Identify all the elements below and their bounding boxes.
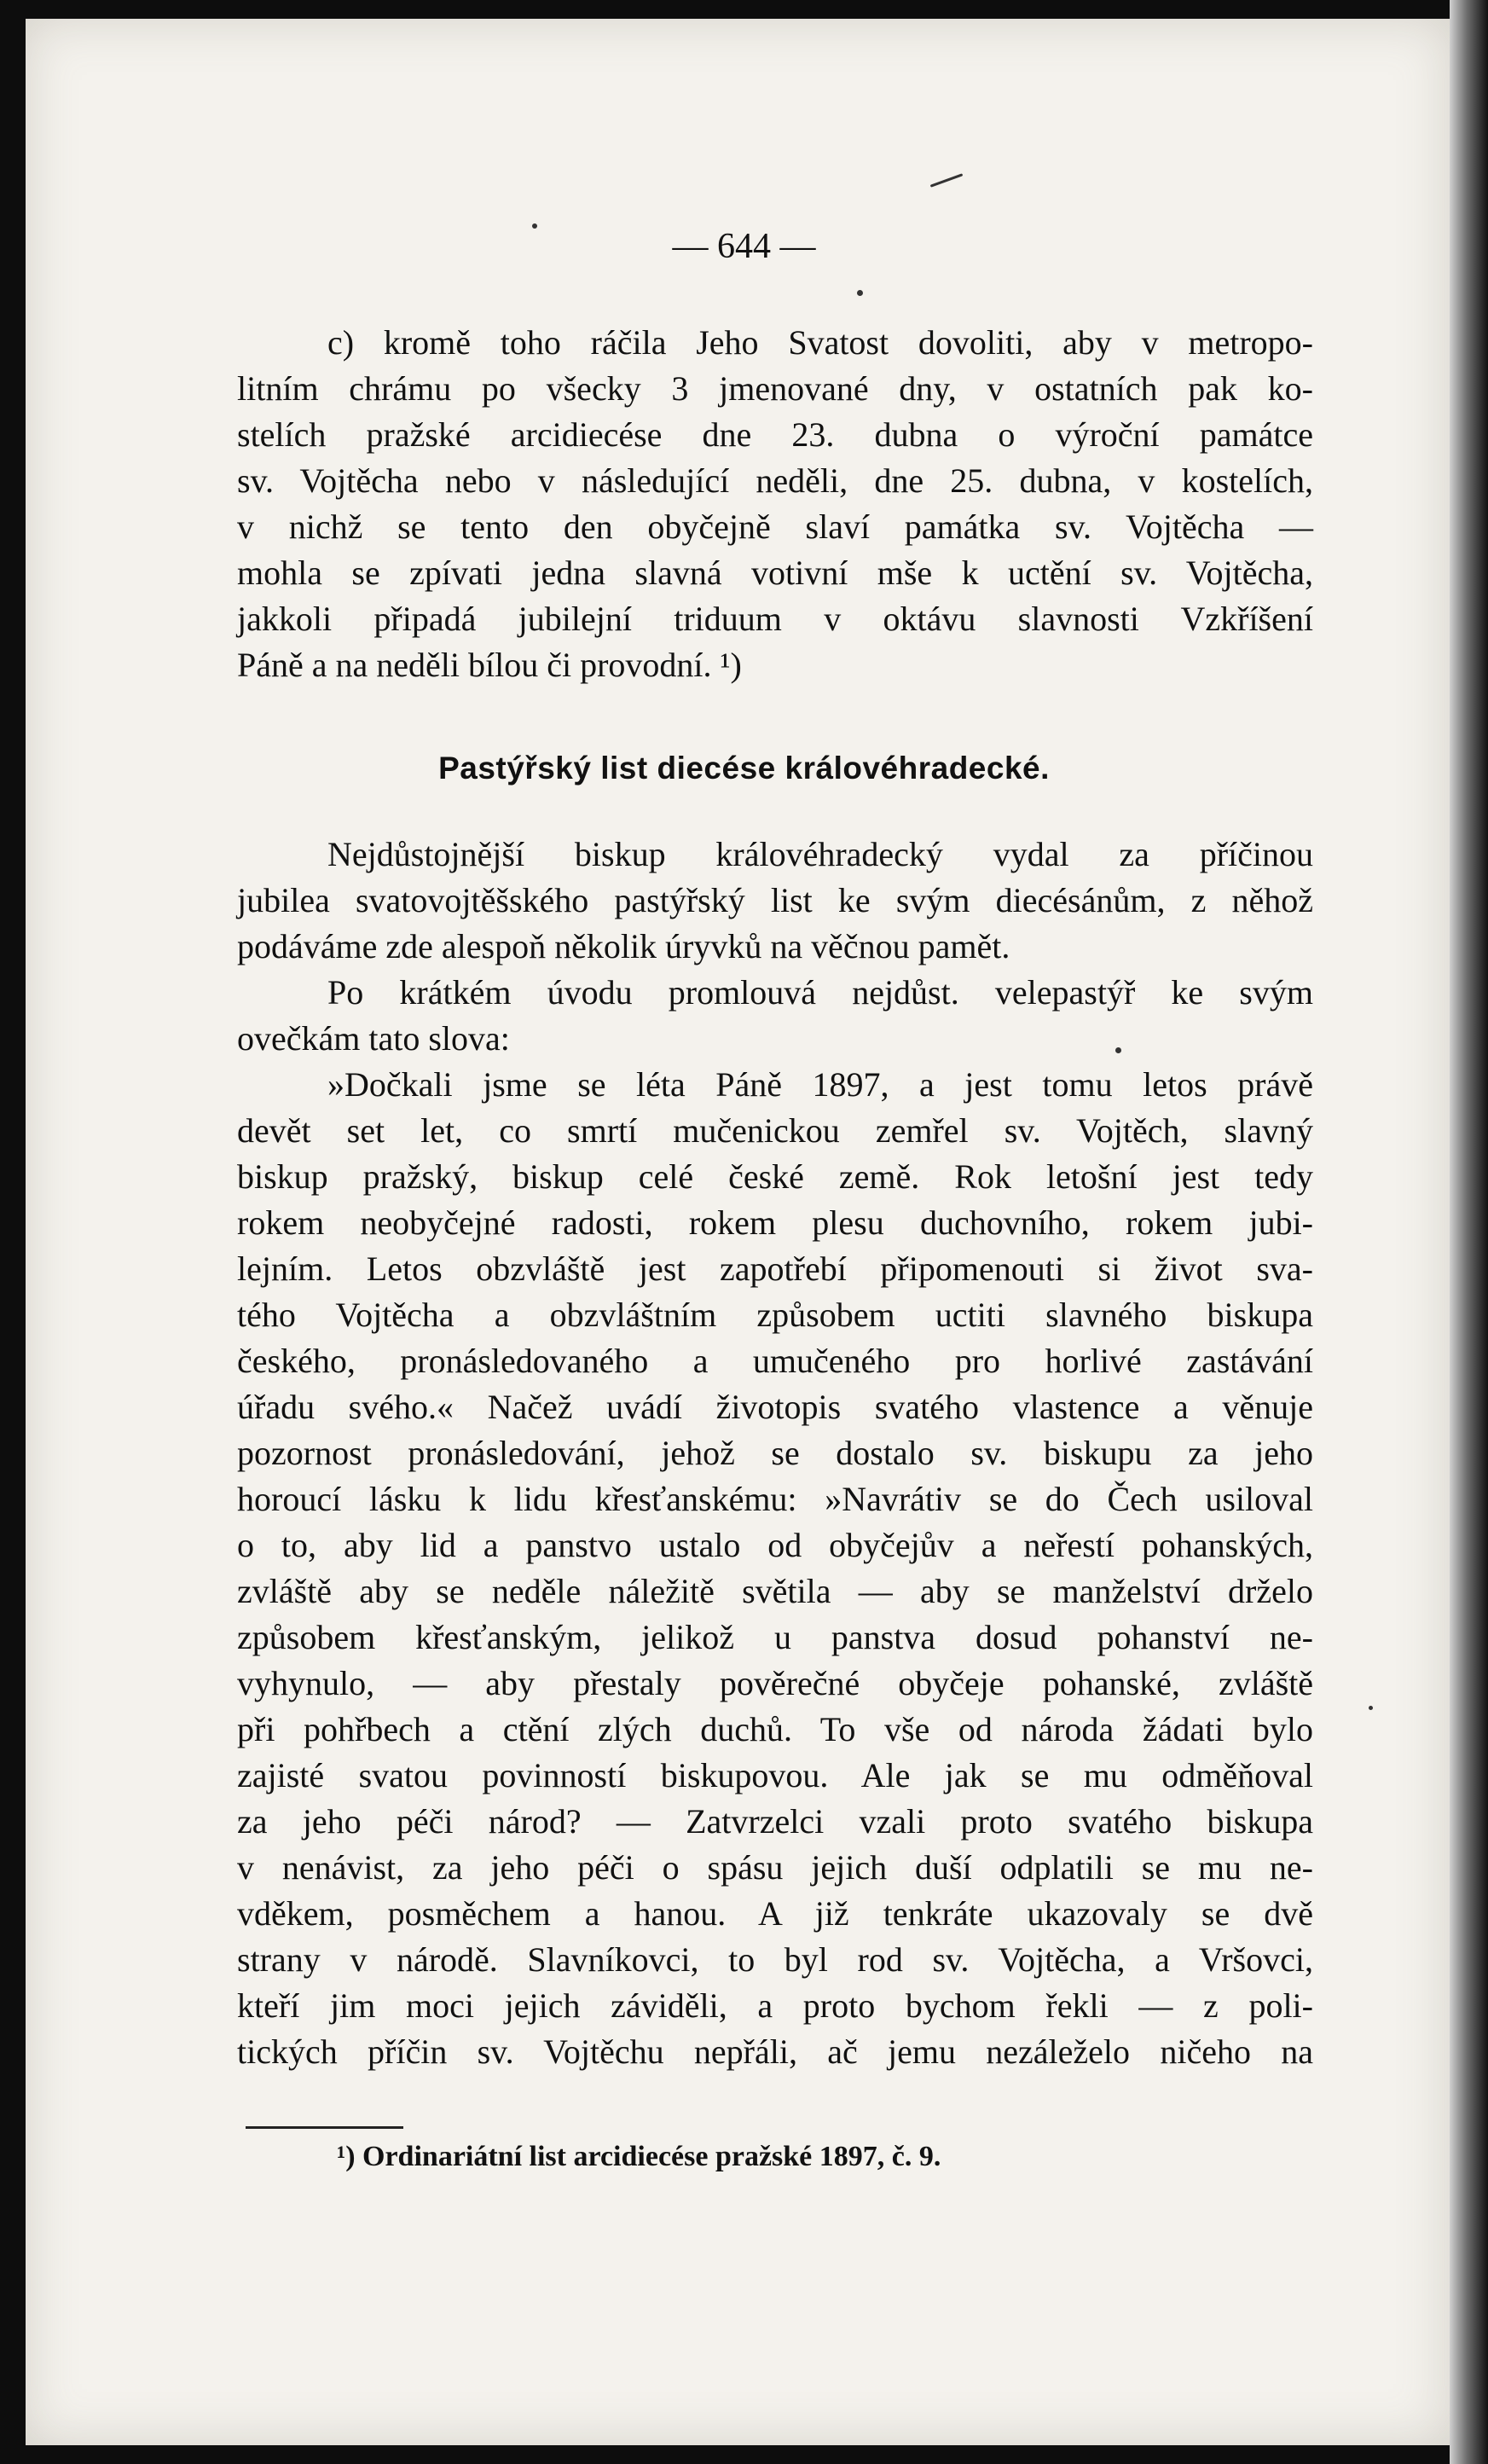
text-line: lejním. Letos obzvláště jest zapotřebí připomenouti si život sva- [237,1249,1313,1288]
section-heading: Pastýřský list diecése královéhradecké. [438,751,1050,786]
text-line: o to, aby lid a panstvo ustalo od obyčejův a neřestí pohanských, [237,1526,1313,1564]
text-line: kteří jim moci jejich záviděli, a proto bychom řekli — z poli- [237,1986,1313,2025]
text-line: ovečkám tato slova: [237,1019,510,1058]
text-line: Nejdůstojnější biskup královéhradecký vydal za příčinou [327,835,1313,873]
text-line: za jeho péči národ? — Zatvrzelci vzali proto svatého biskupa [237,1802,1313,1841]
text-line: strany v národě. Slavníkovci, to byl rod sv. Vojtěcha, a Vršovci, [237,1940,1313,1979]
text-line: horoucí lásku k lidu křesťanskému: »Navrátiv se do Čech usiloval [237,1480,1313,1518]
text-line: v nenávist, za jeho péči o spásu jejich duší odplatili se mu ne- [237,1848,1313,1887]
text-line: tého Vojtěcha a obzvláštním způsobem uctiti slavného biskupa [237,1296,1313,1334]
text-line: v nichž se tento den obyčejně slaví památka sv. Vojtěcha — [237,507,1313,546]
text-line: c) kromě toho ráčila Jeho Svatost dovoliti, aby v metropo- [327,323,1313,362]
text-line: při pohřbech a ctění zlých duchů. To vše od národa žádati bylo [237,1710,1313,1748]
text-line: stelích pražské arcidiecése dne 23. dubna o výroční památce [237,415,1313,454]
text-line: jakkoli připadá jubilejní triduum v oktávu slavnosti Vzkříšení [237,600,1313,638]
section-c-paragraph [237,320,1313,688]
text-line: vděkem, posměchem a hanou. A již tenkráte ukazovaly se dvě [237,1894,1313,1933]
text-line: českého, pronásledovaného a umučeného pro horlivé zastávání [237,1342,1313,1380]
page-edge-shadow [1450,0,1488,2464]
footnote-rule [246,2126,403,2129]
text-line: Páně a na neděli bílou či provodní. ¹) [237,646,742,684]
text-line: Po krátkém úvodu promlouvá nejdůst. velepastýř ke svým [327,973,1313,1012]
text-line: jubilea svatovojtěšského pastýřský list ke svým diecésánům, z něhož [237,881,1313,919]
text-line: podáváme zde alespoň několik úryvků na věčnou pamět. [237,927,1010,965]
text-line: mohla se zpívati jedna slavná votivní mše k uctění sv. Vojtěcha, [237,554,1313,592]
text-line: tických příčin sv. Vojtěchu nepřáli, ač jemu nezáleželo ničeho na [237,2032,1313,2071]
text-line: zajisté svatou povinností biskupovou. Ale jak se mu odměňoval [237,1756,1313,1794]
scan-speck [1115,1047,1121,1053]
text-line: biskup pražský, biskup celé české země. Rok letošní jest tedy [237,1157,1313,1196]
text-line: rokem neobyčejné radosti, rokem plesu duchovního, rokem jubi- [237,1203,1313,1242]
text-line: »Dočkali jsme se léta Páně 1897, a jest tomu letos právě [327,1065,1313,1104]
text-line: sv. Vojtěcha nebo v následující neděli, dne 25. dubna, v kostelích, [237,461,1313,500]
body-text [237,832,1313,2075]
text-line: zvláště aby se neděle náležitě světila — aby se manželství drželo [237,1572,1313,1610]
text-line: pozornost pronásledování, jehož se dostalo sv. biskupu za jeho [237,1434,1313,1472]
scan-speck [1369,1706,1373,1710]
text-line: devět set let, co smrtí mučenickou zemřel sv. Vojtěch, slavný [237,1111,1313,1150]
text-line: způsobem křesťanským, jelikož u panstva dosud pohanství ne- [237,1618,1313,1656]
scan-speck [857,290,863,296]
text-line: litním chrámu po všecky 3 jmenované dny, v ostatních pak ko- [237,369,1313,408]
text-line: vyhynulo, — aby přestaly pověrečné obyčeje pohanské, zvláště [237,1664,1313,1702]
scan-speck [532,223,537,229]
text-line: úřadu svého.« Načež uvádí životopis svatého vlastence a věnuje [237,1388,1313,1426]
footnote: ¹) Ordinariátní list arcidiecése pražské 1897, č. 9. [337,2141,941,2172]
page-number: — 644 — [672,227,816,266]
